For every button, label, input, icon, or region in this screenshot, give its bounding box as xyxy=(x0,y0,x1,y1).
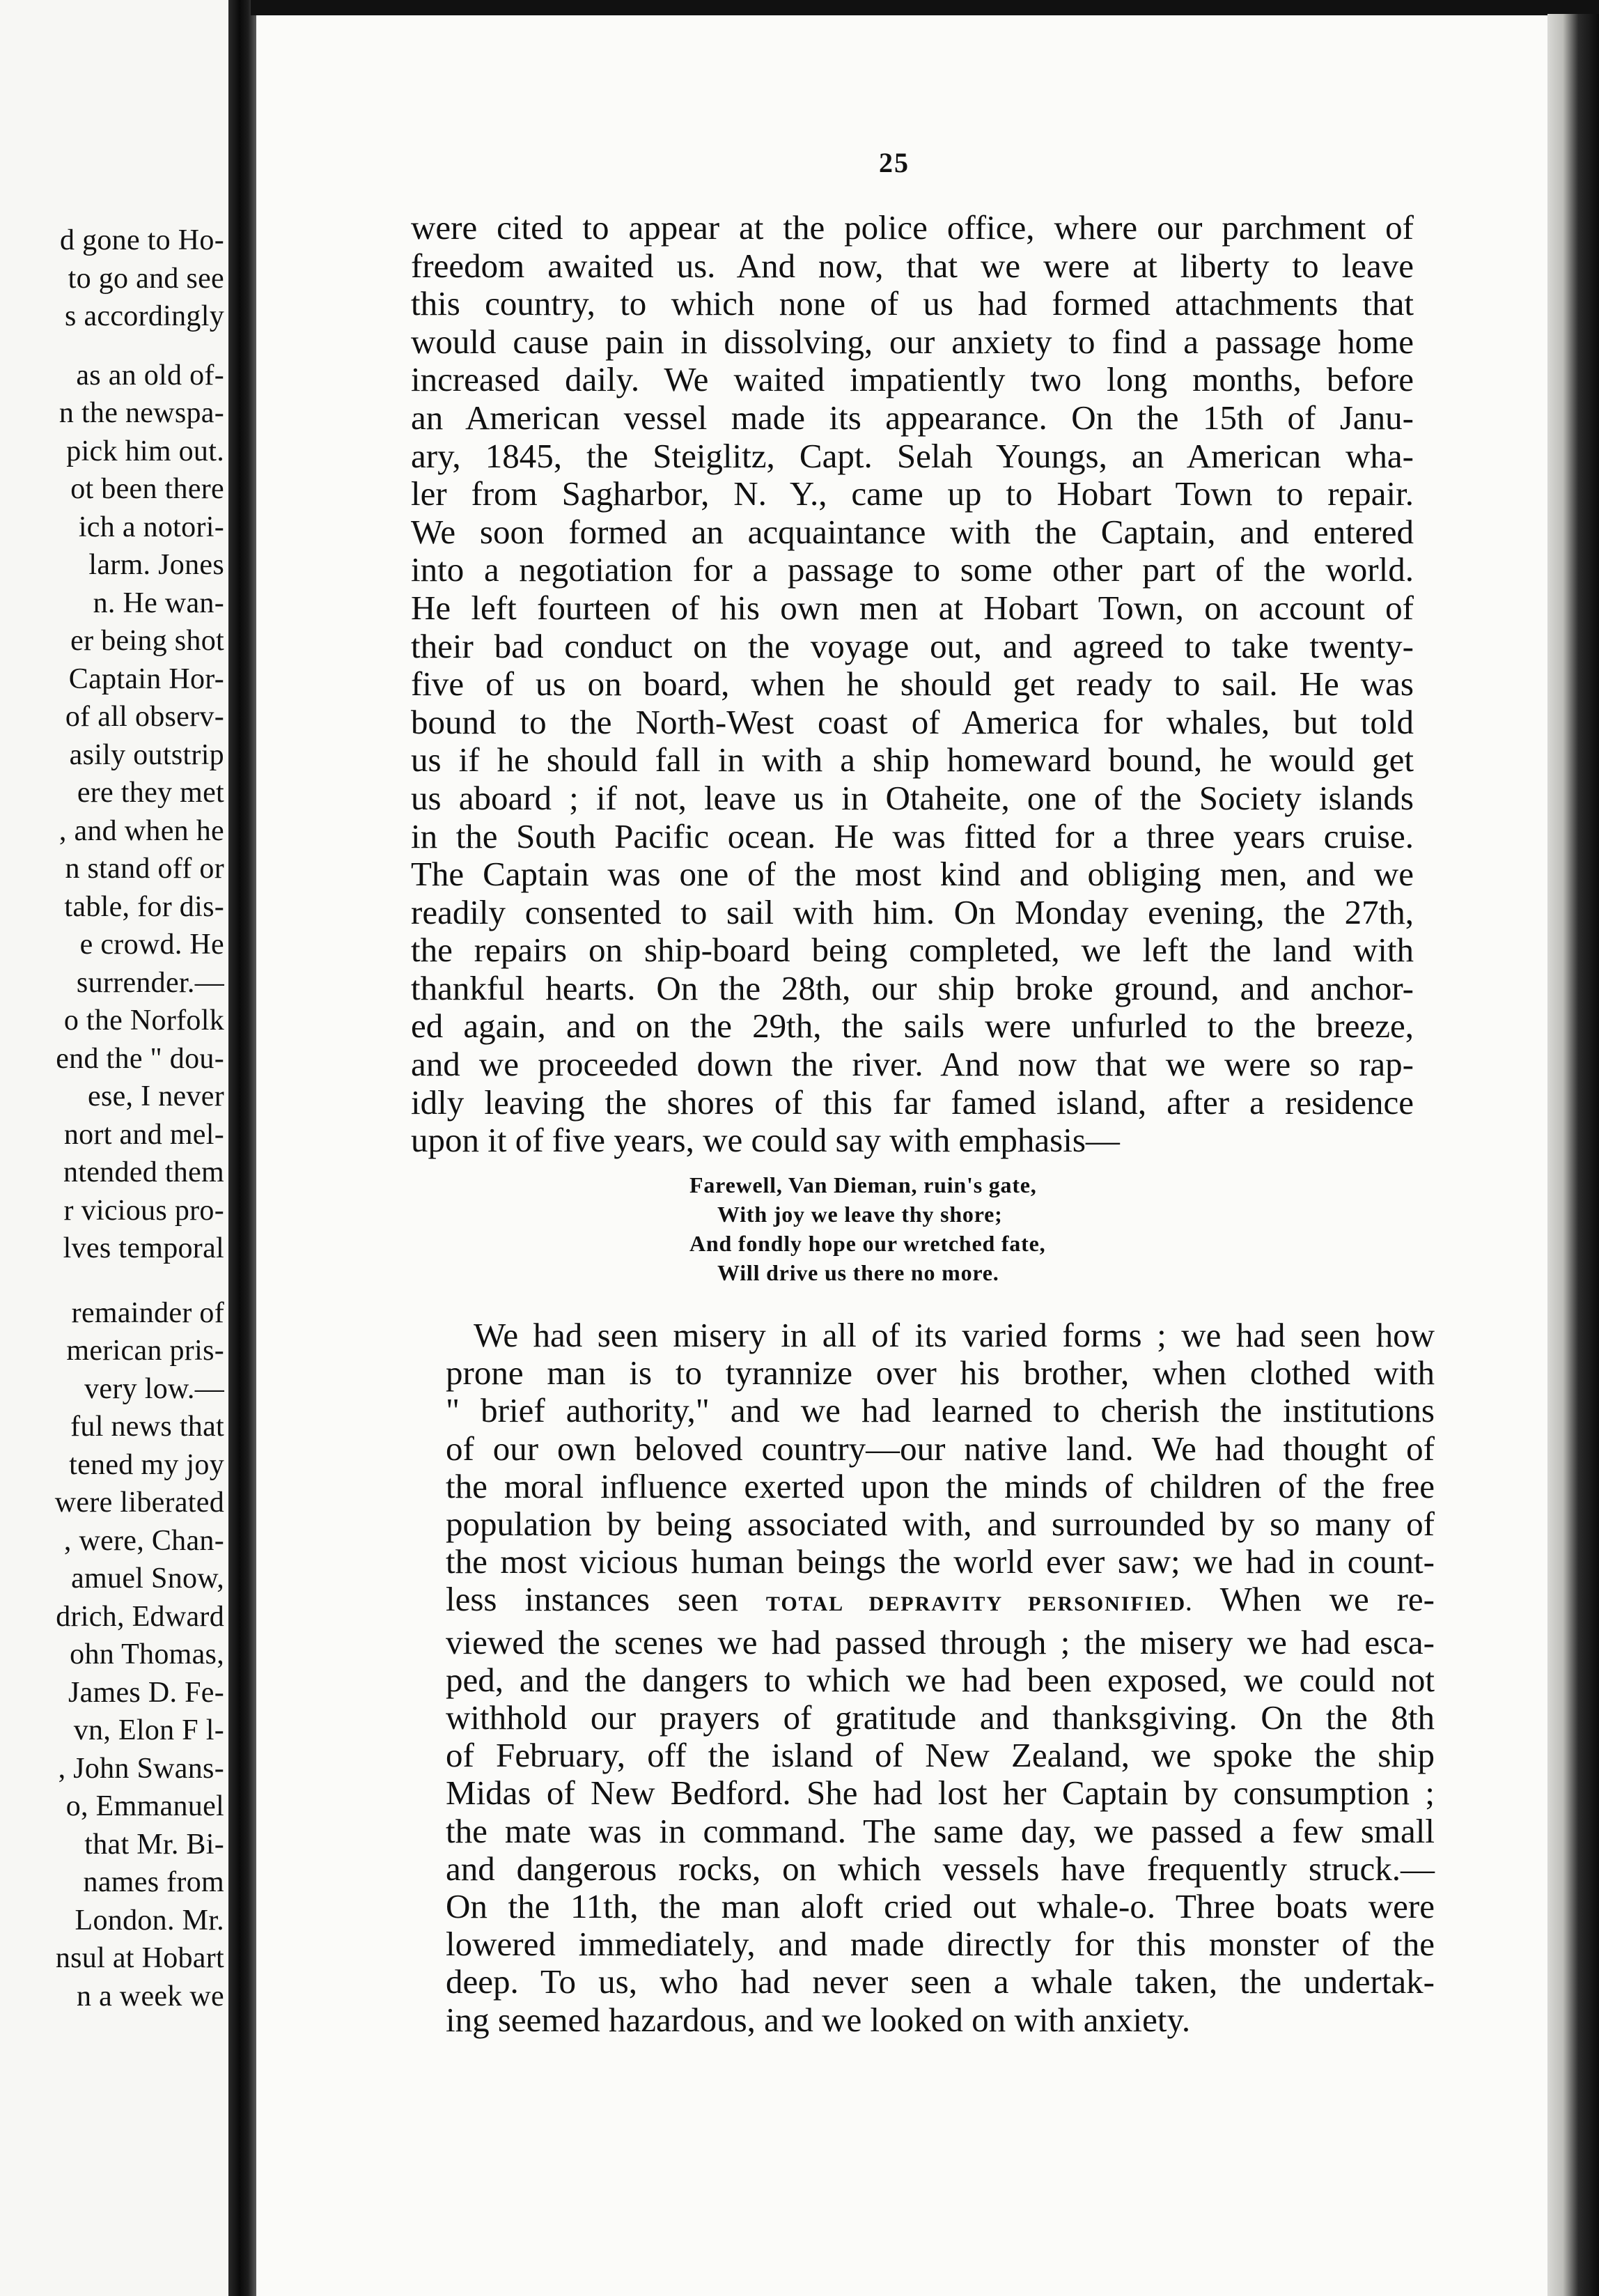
text-line: would cause pain in dissolving, our anxiety to find a passage home xyxy=(411,322,1414,361)
paragraph-2 xyxy=(446,1317,1435,2039)
left-line: London. Mr. xyxy=(75,1904,224,1937)
text-line: ler from Sagharbor, N. Y., came up to Hobart Town to repair. xyxy=(411,474,1414,513)
text-line: Midas of New Bedford. She had lost her Captain by consumption ; xyxy=(446,1774,1435,1813)
left-line: very low.— xyxy=(84,1372,224,1405)
poem-line: With joy we leave thy shore; xyxy=(717,1202,1003,1227)
text-line: We had seen misery in all of its varied forms ; we had seen how xyxy=(474,1316,1435,1354)
poem-line: Will drive us there no more. xyxy=(717,1260,999,1285)
text-line: idly leaving the shores of this far famed island, after a residence xyxy=(411,1083,1414,1122)
left-line: , and when he xyxy=(58,814,224,847)
left-line: amuel Snow, xyxy=(71,1562,224,1595)
poem-stanza xyxy=(689,1170,1219,1287)
text-line: We soon formed an acquaintance with the Captain, and entered xyxy=(411,512,1414,551)
text-line-emphasis xyxy=(446,1581,1435,1623)
text-line: " brief authority," and we had learned to cherish the institutions xyxy=(446,1391,1435,1430)
text-line: in the South Pacific ocean. He was fitted for a three years cruise. xyxy=(411,816,1414,855)
text-line: bound to the North-West coast of America for whales, but told xyxy=(411,702,1414,741)
text-line: the repairs on ship-board being completed, we left the land with xyxy=(411,931,1414,970)
left-line: o, Emmanuel xyxy=(65,1790,224,1822)
text-line: On the 11th, the man aloft cried out whale-o. Three boats were xyxy=(446,1887,1435,1926)
text-line: lowered immediately, and made directly for this monster of the xyxy=(446,1925,1435,1964)
text-fragment: less instances seen xyxy=(446,1580,766,1619)
left-line: ot been there xyxy=(70,473,224,505)
text-line: and we proceeded down the river. And now that we were so rap- xyxy=(411,1045,1414,1084)
text-line: prone man is to tyrannize over his brother, when clothed with xyxy=(446,1353,1435,1393)
text-line: of our own beloved country—our native land. We had thought of xyxy=(446,1429,1435,1468)
left-line: ntended them xyxy=(63,1156,224,1188)
left-line: s accordingly xyxy=(65,300,224,332)
text-line: and dangerous rocks, on which vessels have frequently struck.— xyxy=(446,1849,1435,1888)
text-line: withhold our prayers of gratitude and thanksgiving. On the 8th xyxy=(446,1698,1435,1737)
left-line: r vicious pro- xyxy=(63,1194,224,1227)
left-line: o the Norfolk xyxy=(63,1004,224,1037)
left-line: n the newspa- xyxy=(58,397,224,429)
text-line: were cited to appear at the police office, where our parchment of xyxy=(411,208,1414,247)
text-line: The Captain was one of the most kind and obliging men, and we xyxy=(411,855,1414,894)
poem-line: And fondly hope our wretched fate, xyxy=(689,1231,1046,1256)
text-line: of February, off the island of New Zealand, we spoke the ship xyxy=(446,1736,1435,1775)
left-page-fragment xyxy=(0,0,230,2296)
left-line: Captain Hor- xyxy=(68,662,224,695)
text-line: ing seemed hazardous, and we looked on with anxiety. xyxy=(446,2000,1191,2039)
left-line: , were, Chan- xyxy=(63,1524,224,1557)
text-line: increased daily. We waited impatiently two long months, before xyxy=(411,360,1414,399)
text-line: freedom awaited us. And now, that we were at liberty to leave xyxy=(411,246,1414,285)
text-line: ary, 1845, the Steiglitz, Capt. Selah Youngs, an American wha- xyxy=(411,436,1414,475)
paragraph-1 xyxy=(411,209,1414,1160)
left-line: end the " dou- xyxy=(56,1042,224,1075)
left-line: pick him out. xyxy=(66,435,224,467)
left-line: nort and mel- xyxy=(63,1118,224,1151)
left-line: table, for dis- xyxy=(64,890,224,923)
left-page-text xyxy=(55,222,224,2015)
left-line: merican pris- xyxy=(66,1335,224,1367)
left-line: nsul at Hobart xyxy=(55,1942,224,1974)
left-line: n stand off or xyxy=(65,853,224,885)
left-line: lves temporal xyxy=(63,1232,224,1264)
left-line: ese, I never xyxy=(88,1080,224,1112)
left-line: n. He wan- xyxy=(93,587,224,619)
text-line: us aboard ; if not, leave us in Otaheite, one of the Society islands xyxy=(411,778,1414,817)
left-line: as an old of- xyxy=(76,359,224,391)
left-line: ere they met xyxy=(77,777,224,809)
text-line: an American vessel made its appearance. On the 15th of Janu- xyxy=(411,398,1414,437)
left-line: to go and see xyxy=(68,262,224,295)
left-line: ful news that xyxy=(70,1411,224,1443)
text-line: us if he should fall in with a ship homeward bound, he would get xyxy=(411,740,1414,779)
text-fragment: When we re- xyxy=(1192,1580,1435,1619)
left-line: er being shot xyxy=(70,625,224,657)
left-line: ich a notori- xyxy=(78,511,224,543)
left-line: vn, Elon F l- xyxy=(73,1714,224,1746)
left-line: that Mr. Bi- xyxy=(84,1828,224,1861)
left-line: drich, Edward xyxy=(56,1600,224,1633)
left-line: tened my joy xyxy=(69,1448,224,1481)
page-edge xyxy=(1547,14,1599,2296)
text-line: this country, to which none of us had formed attachments that xyxy=(411,284,1414,323)
left-line: asily outstrip xyxy=(69,738,224,771)
text-line: population by being associated with, and surrounded by so many of xyxy=(446,1505,1435,1544)
text-line: the moral influence exerted upon the minds of children of the free xyxy=(446,1466,1435,1505)
small-caps-emphasis: TOTAL DEPRAVITY PERSONIFIED. xyxy=(765,1592,1193,1616)
left-line: ohn Thomas, xyxy=(70,1638,224,1670)
left-line: remainder of xyxy=(71,1296,224,1329)
text-line: the most vicious human beings the world ever saw; we had in count- xyxy=(446,1542,1435,1581)
left-line: of all observ- xyxy=(65,701,224,733)
left-line: James D. Fe- xyxy=(68,1676,224,1709)
text-line: ed again, and on the 29th, the sails were unfurled to the breeze, xyxy=(411,1007,1414,1046)
text-line: the mate was in command. The same day, we passed a few small xyxy=(446,1811,1435,1850)
text-line: deep. To us, who had never seen a whale taken, the undertak- xyxy=(446,1962,1435,2001)
text-line: five of us on board, when he should get ready to sail. He was xyxy=(411,665,1414,704)
left-line: larm. Jones xyxy=(88,549,224,581)
text-line: He left fourteen of his own men at Hobart Town, on account of xyxy=(411,588,1414,627)
page-number: 25 xyxy=(879,147,910,178)
text-line: readily consented to sail with him. On Monday evening, the 27th, xyxy=(411,892,1414,931)
left-line: n a week we xyxy=(76,1980,224,2012)
left-line: names from xyxy=(83,1866,224,1898)
left-line: surrender.— xyxy=(76,966,224,999)
scan-top-edge xyxy=(251,0,1599,15)
text-line: their bad conduct on the voyage out, and agreed to take twenty- xyxy=(411,626,1414,665)
left-line: were liberated xyxy=(54,1487,224,1519)
text-line: thankful hearts. On the 28th, our ship broke ground, and anchor- xyxy=(411,968,1414,1007)
text-line: ped, and the dangers to which we had been exposed, we could not xyxy=(446,1660,1435,1699)
text-line: viewed the scenes we had passed through ; the misery we had esca- xyxy=(446,1622,1435,1661)
left-line: , John Swans- xyxy=(58,1752,224,1785)
poem-line: Farewell, Van Dieman, ruin's gate, xyxy=(689,1172,1037,1197)
text-line: upon it of five years, we could say with emphasis— xyxy=(411,1121,1120,1160)
left-line: e crowd. He xyxy=(79,929,224,961)
text-line: into a negotiation for a passage to some other part of the world. xyxy=(411,550,1414,589)
left-line: d gone to Ho- xyxy=(59,224,224,256)
book-gutter xyxy=(228,0,256,2296)
